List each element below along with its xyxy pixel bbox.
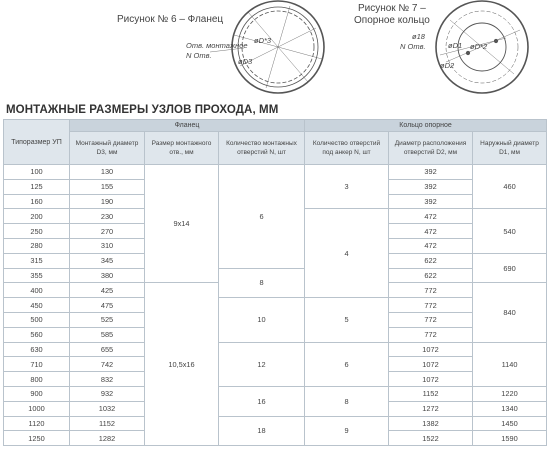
header-razmer: Размер монтажного отв., мм [145, 132, 219, 165]
cell-d3: 655 [70, 342, 145, 357]
figure7-d1-label: øD1 [448, 41, 463, 50]
cell-d3: 1152 [70, 416, 145, 431]
cell-kolvo-anker: 3 [305, 165, 389, 209]
cell-d3: 475 [70, 298, 145, 313]
cell-tiporazmer: 355 [4, 268, 70, 283]
cell-d1: 1590 [473, 431, 547, 446]
figure7-d18-label: ø18 [412, 32, 425, 41]
cell-d3: 1032 [70, 401, 145, 416]
table-row [4, 165, 547, 180]
cell-d3: 932 [70, 386, 145, 401]
cell-d1: 1340 [473, 401, 547, 416]
figure7-d2star-label: øD*2 [470, 42, 488, 51]
cell-d2: 1072 [389, 357, 473, 372]
cell-tiporazmer: 400 [4, 283, 70, 298]
cell-tiporazmer: 160 [4, 194, 70, 209]
cell-d1: 1140 [473, 342, 547, 386]
cell-d3: 832 [70, 372, 145, 387]
cell-kolvo-anker: 9 [305, 416, 389, 446]
figure6-hole-label: Отв. монтажное [186, 41, 248, 50]
cell-tiporazmer: 200 [4, 209, 70, 224]
cell-kolvo-mont: 8 [219, 268, 305, 298]
cell-kolvo-mont: 18 [219, 416, 305, 446]
cell-d1: 460 [473, 165, 547, 209]
page-title: МОНТАЖНЫЕ РАЗМЕРЫ УЗЛОВ ПРОХОДА, ММ [6, 104, 279, 116]
table-row [4, 342, 547, 357]
cell-d3: 155 [70, 179, 145, 194]
cell-d2: 772 [389, 312, 473, 327]
header-tiporazmer: Типоразмер УП [4, 120, 70, 165]
cell-kolvo-anker: 6 [305, 342, 389, 386]
cell-d3: 345 [70, 253, 145, 268]
cell-d2: 1152 [389, 386, 473, 401]
cell-d3: 525 [70, 312, 145, 327]
cell-d2: 472 [389, 224, 473, 239]
cell-d1: 840 [473, 283, 547, 342]
cell-d2: 622 [389, 253, 473, 268]
cell-d3: 742 [70, 357, 145, 372]
cell-d2: 772 [389, 283, 473, 298]
figure6-d3star-label: øD*3 [254, 36, 272, 45]
cell-tiporazmer: 1250 [4, 431, 70, 446]
cell-d2: 1522 [389, 431, 473, 446]
cell-kolvo-mont: 10 [219, 298, 305, 342]
cell-d2: 1382 [389, 416, 473, 431]
cell-razmer: 10,5х16 [145, 283, 219, 446]
figure6-d3-label: øD3 [238, 57, 253, 66]
header-kolco: Кольцо опорное [305, 120, 547, 132]
header-kolvo-mont: Количество монтажных отверстий N, шт [219, 132, 305, 165]
cell-d2: 392 [389, 179, 473, 194]
cell-d2: 392 [389, 194, 473, 209]
cell-d3: 380 [70, 268, 145, 283]
table-row [4, 298, 547, 313]
header-d3: Монтажный диаметр D3, мм [70, 132, 145, 165]
header-d1: Наружный диаметр D1, мм [473, 132, 547, 165]
cell-d3: 190 [70, 194, 145, 209]
table-row [4, 416, 547, 431]
header-kolvo-anker: Количество отверстий под анкер N, шт [305, 132, 389, 165]
cell-d2: 1072 [389, 342, 473, 357]
figure6-caption: Рисунок № 6 – Фланец [117, 14, 224, 25]
cell-d3: 310 [70, 238, 145, 253]
cell-tiporazmer: 450 [4, 298, 70, 313]
cell-tiporazmer: 125 [4, 179, 70, 194]
cell-d3: 270 [70, 224, 145, 239]
cell-tiporazmer: 710 [4, 357, 70, 372]
cell-tiporazmer: 1120 [4, 416, 70, 431]
cell-tiporazmer: 630 [4, 342, 70, 357]
cell-d3: 130 [70, 165, 145, 180]
figure7-caption-line2: Опорное кольцо [354, 15, 430, 26]
cell-kolvo-anker: 4 [305, 209, 389, 298]
cell-d2: 772 [389, 327, 473, 342]
cell-kolvo-anker: 8 [305, 386, 389, 416]
figure7-n-label: N Отв. [400, 42, 426, 51]
cell-kolvo-mont: 6 [219, 165, 305, 269]
cell-d3: 425 [70, 283, 145, 298]
cell-tiporazmer: 100 [4, 165, 70, 180]
table-row [4, 268, 547, 283]
mounting-dimensions-table [3, 119, 547, 446]
cell-tiporazmer: 1000 [4, 401, 70, 416]
cell-d1: 1450 [473, 416, 547, 431]
cell-kolvo-anker: 5 [305, 298, 389, 342]
table-row [4, 386, 547, 401]
cell-d2: 1072 [389, 372, 473, 387]
cell-d1: 690 [473, 253, 547, 283]
cell-d2: 472 [389, 209, 473, 224]
cell-d3: 1282 [70, 431, 145, 446]
cell-razmer: 9х14 [145, 165, 219, 283]
cell-d1: 1220 [473, 386, 547, 401]
cell-kolvo-mont: 16 [219, 386, 305, 416]
cell-d2: 1272 [389, 401, 473, 416]
header-d2: Диаметр расположения отверстий D2, мм [389, 132, 473, 165]
cell-d2: 772 [389, 298, 473, 313]
cell-d2: 622 [389, 268, 473, 283]
cell-tiporazmer: 900 [4, 386, 70, 401]
cell-tiporazmer: 560 [4, 327, 70, 342]
figure7-d2-label: øD2 [440, 61, 455, 70]
cell-d3: 230 [70, 209, 145, 224]
cell-kolvo-mont: 12 [219, 342, 305, 386]
figure7-caption [354, 3, 430, 27]
figures [0, 0, 550, 96]
cell-d3: 585 [70, 327, 145, 342]
cell-d2: 392 [389, 165, 473, 180]
header-flanec: Фланец [70, 120, 305, 132]
cell-tiporazmer: 250 [4, 224, 70, 239]
cell-d2: 472 [389, 238, 473, 253]
cell-d1: 540 [473, 209, 547, 253]
figure7-caption-line1: Рисунок № 7 – [357, 3, 426, 14]
cell-tiporazmer: 315 [4, 253, 70, 268]
cell-tiporazmer: 280 [4, 238, 70, 253]
cell-tiporazmer: 800 [4, 372, 70, 387]
cell-tiporazmer: 500 [4, 312, 70, 327]
figure6-n-label: N Отв. [186, 51, 212, 60]
